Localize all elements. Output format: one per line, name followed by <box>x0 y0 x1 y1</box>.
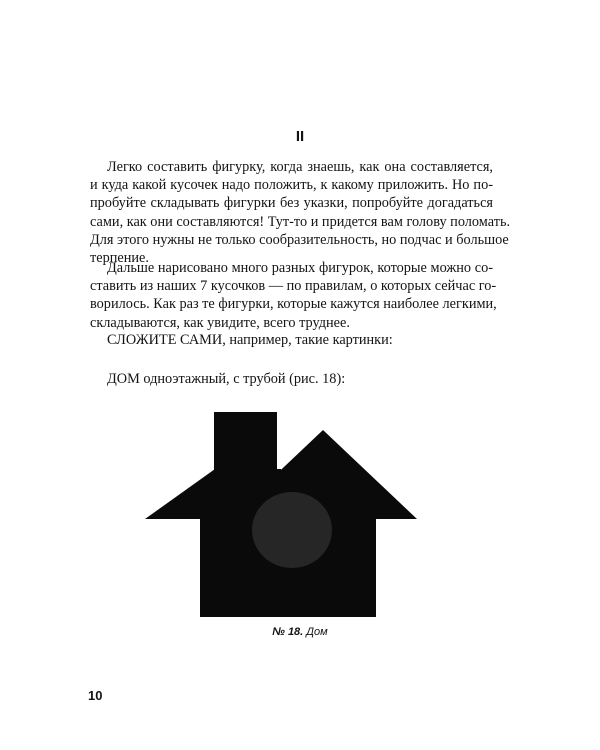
figure-caption-text: Дом <box>303 626 328 638</box>
house-task-line <box>107 370 345 388</box>
figure-caption-number: № 18. <box>272 626 304 638</box>
house-right-roof <box>229 430 417 519</box>
house-task-rest: одноэтажный, с трубой (рис. 18): <box>139 371 346 387</box>
paragraph-1 <box>90 158 511 267</box>
paragraph-1-line-6: терпение. <box>90 250 149 267</box>
paragraph-1-line-2: и куда какой кусочек надо положить, к какому приложить. Но по- <box>90 177 493 194</box>
house-body-highlight <box>252 492 332 568</box>
paragraph-2-line-3: ворилось. Как раз те фигурки, которые кажутся наиболее легкими, <box>90 296 497 313</box>
paragraph-1-line-4: сами, как они составляются! Тут-то и придется вам голову поломать. <box>90 213 511 230</box>
paragraph-2-line-4: складываются, как увидите, всего труднее. <box>90 314 350 331</box>
house-left-roof <box>145 469 281 519</box>
paragraph-2-line-2: ставить из наших 7 кусочков — по правилам, о которых сейчас го- <box>90 278 497 295</box>
instruction-heading-rest: , например, такие картинки: <box>222 332 393 348</box>
section-numeral: II <box>295 128 305 145</box>
paragraph-1-line-3: пробуйте складывать фигурки без указки, попробуйте догадаться <box>90 195 493 212</box>
house-task-caps: ДОМ <box>107 371 140 387</box>
instruction-heading-caps: СЛОЖИТЕ САМИ <box>107 332 223 348</box>
paragraph-2-line-1: Дальше нарисовано много разных фигурок, которые можно со- <box>107 260 493 276</box>
page-number: 10 <box>88 688 103 703</box>
house-chimney <box>214 412 277 498</box>
paragraph-1-line-5: Для этого нужны не только сообразительность, но подчас и большое <box>90 231 509 248</box>
paragraph-1-line-1: Легко составить фигурку, когда знаешь, как она составляется, <box>107 159 493 175</box>
paragraph-2 <box>90 259 497 332</box>
instruction-heading <box>107 331 393 349</box>
figure-caption <box>0 625 600 639</box>
house-silhouette <box>145 412 417 617</box>
house-body <box>200 519 376 617</box>
